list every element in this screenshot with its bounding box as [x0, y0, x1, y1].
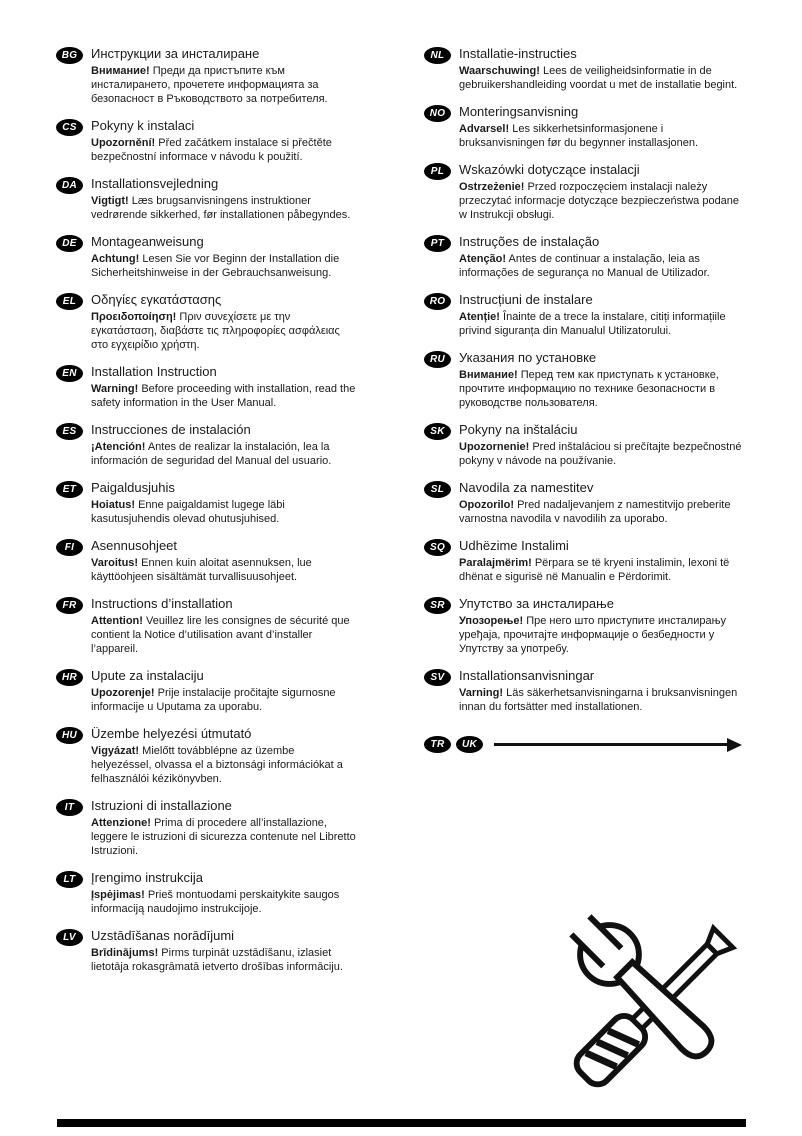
language-badge-nl: NL — [424, 47, 451, 64]
language-column-right — [424, 46, 742, 753]
warning-word-sq: Paralajmërim! — [459, 557, 532, 569]
entry-text-it — [91, 798, 356, 858]
language-badge-sv: SV — [424, 669, 451, 686]
language-entry-cs — [56, 118, 356, 164]
entry-title-fi: Asennusohjeet — [91, 538, 178, 553]
entry-text-es — [91, 422, 356, 468]
entry-title-el: Οδηγίες εγκατάστασης — [91, 292, 222, 307]
entry-body-pt — [459, 252, 742, 280]
language-badge-fi: FI — [56, 539, 83, 556]
entry-body-ru — [459, 368, 742, 410]
entry-title-sq: Udhëzime Instalimi — [459, 538, 569, 553]
language-badge-tr: TR — [424, 736, 451, 753]
language-entry-ro — [424, 292, 742, 338]
entry-text-ru — [459, 350, 742, 410]
warning-text-pl: Przed rozpoczęciem instalacji należy przeczytać informacje dotyczące bezpieczeństwa podane w Instrukcji obsługi. — [459, 181, 740, 221]
entry-body-bg — [91, 64, 356, 106]
warning-word-fi: Varoitus! — [91, 557, 139, 569]
language-badge-el: EL — [56, 293, 83, 310]
warning-word-bg: Внимание! — [91, 65, 150, 77]
warning-text-sv: Läs säkerhetsanvisningarna i bruksanvisningen innan du fortsätter med installationen. — [459, 687, 738, 713]
language-entry-es — [56, 422, 356, 468]
warning-word-es: ¡Atención! — [91, 441, 146, 453]
language-badge-da: DA — [56, 177, 83, 194]
entry-body-no — [459, 122, 742, 150]
entry-title-lv: Uzstādīšanas norādījumi — [91, 928, 235, 943]
warning-word-nl: Waarschuwing! — [459, 65, 540, 77]
entry-title-bg: Инструкции за инсталиране — [91, 46, 260, 61]
warning-word-et: Hoiatus! — [91, 499, 135, 511]
warning-text-et: Enne paigaldamist lugege läbi kasutusjuhendis olevad ohutusjuhised. — [91, 499, 285, 525]
warning-word-cs: Upozornění! — [91, 137, 156, 149]
language-badge-no: NO — [424, 105, 451, 122]
warning-text-ru: Перед тем как приступать к установке, прочтите информацию по технике безопасности в руководстве пользователя. — [459, 369, 719, 409]
language-badge-pt: PT — [424, 235, 451, 252]
entry-title-cs: Pokyny k instalaci — [91, 118, 195, 133]
warning-text-de: Lesen Sie vor Beginn der Installation die Sicherheitshinweise in der Gebrauchsanweisung. — [91, 253, 340, 279]
warning-text-it: Prima di procedere all’installazione, leggere le istruzioni di sicurezza contenute nel Libretto Istruzioni. — [91, 817, 356, 857]
entry-body-sk — [459, 440, 742, 468]
arrow-line — [494, 743, 727, 746]
warning-text-nl: Lees de veiligheidsinformatie in de gebruikershandleiding voordat u met de installatie begint. — [459, 65, 738, 91]
language-entry-pl — [424, 162, 742, 222]
language-entry-hr — [56, 668, 356, 714]
language-badge-bg: BG — [56, 47, 83, 64]
language-badge-hu: HU — [56, 727, 83, 744]
entry-body-hr — [91, 686, 356, 714]
language-entry-nl — [424, 46, 742, 92]
warning-text-cs: Před začátkem instalace si přečtěte bezpečnostní informace v návodu k použití. — [91, 137, 332, 163]
language-badge-it: IT — [56, 799, 83, 816]
warning-word-da: Vigtigt! — [91, 195, 129, 207]
warning-word-hu: Vigyázat! — [91, 745, 140, 757]
entry-body-hu — [91, 744, 356, 786]
entry-body-cs — [91, 136, 356, 164]
warning-text-hu: Mielőtt továbblépne az üzembe helyezéssel, olvassa el a biztonsági információkat a felhasználói kézikönyvben. — [91, 745, 343, 785]
warning-text-pt: Antes de continuar a instalação, leia as informações de segurança no Manual de Utilizador. — [459, 253, 710, 279]
language-entry-bg — [56, 46, 356, 106]
warning-word-en: Warning! — [91, 383, 139, 395]
warning-word-sv: Varning! — [459, 687, 504, 699]
language-entry-sv — [424, 668, 742, 714]
warning-word-fr: Attention! — [91, 615, 143, 627]
entry-text-fr — [91, 596, 356, 656]
language-entry-no — [424, 104, 742, 150]
entry-title-hu: Üzembe helyezési útmutató — [91, 726, 252, 741]
arrow-head — [727, 738, 742, 752]
warning-word-sr: Упозорење! — [459, 615, 524, 627]
entry-text-fi — [91, 538, 356, 584]
warning-text-ro: Înainte de a trece la instalare, citiți informațiile privind siguranța din Manualul Utilizatorului. — [459, 311, 726, 337]
language-badge-de: DE — [56, 235, 83, 252]
warning-word-pl: Ostrzeżenie! — [459, 181, 525, 193]
language-badge-sq: SQ — [424, 539, 451, 556]
entry-text-sr — [459, 596, 742, 656]
footer-bar — [57, 1119, 746, 1127]
entry-title-sl: Navodila za namestitev — [459, 480, 594, 495]
warning-text-bg: Преди да пристъпите към инсталирането, прочетете информацията за безопасност в Ръководството за потребителя. — [91, 65, 328, 105]
entry-title-et: Paigaldusjuhis — [91, 480, 175, 495]
language-badge-sk: SK — [424, 423, 451, 440]
language-badge-en: EN — [56, 365, 83, 382]
language-entry-de — [56, 234, 356, 280]
entry-text-da — [91, 176, 356, 222]
entry-text-bg — [91, 46, 356, 106]
language-badge-ru: RU — [424, 351, 451, 368]
entry-text-sv — [459, 668, 742, 714]
entry-title-ru: Указания по установке — [459, 350, 597, 365]
warning-word-el: Προειδοποίηση! — [91, 311, 177, 323]
right-arrow-icon — [494, 738, 742, 752]
entry-body-lv — [91, 946, 356, 974]
entry-text-hr — [91, 668, 356, 714]
entry-title-sk: Pokyny na inštaláciu — [459, 422, 578, 437]
warning-text-sq: Përpara se të kryeni instalimin, lexoni të dhënat e sigurisë në Manualin e Përdorimit. — [459, 557, 730, 583]
language-entry-fi — [56, 538, 356, 584]
entry-title-pl: Wskazówki dotyczące instalacji — [459, 162, 640, 177]
entry-body-nl — [459, 64, 742, 92]
entry-body-fi — [91, 556, 356, 584]
entry-text-el — [91, 292, 356, 352]
entry-body-ro — [459, 310, 742, 338]
entry-text-de — [91, 234, 356, 280]
entry-text-pl — [459, 162, 742, 222]
warning-text-sl: Pred nadaljevanjem z namestitvijo preberite varnostna navodila v navodilih za uporabo. — [459, 499, 731, 525]
warning-text-no: Les sikkerhetsinformasjonene i bruksanvisningen før du begynner installasjonen. — [459, 123, 699, 149]
entry-text-pt — [459, 234, 742, 280]
language-badge-uk: UK — [456, 736, 483, 753]
entry-body-el — [91, 310, 356, 352]
entry-title-nl: Installatie-instructies — [459, 46, 577, 61]
language-entry-pt — [424, 234, 742, 280]
language-badge-lv: LV — [56, 929, 83, 946]
language-entry-en — [56, 364, 356, 410]
warning-word-lt: Įspėjimas! — [91, 889, 145, 901]
entry-text-sq — [459, 538, 742, 584]
language-entry-lv — [56, 928, 356, 974]
warning-word-lv: Brīdinājums! — [91, 947, 159, 959]
entry-body-lt — [91, 888, 356, 916]
entry-body-sq — [459, 556, 742, 584]
entry-title-no: Monteringsanvisning — [459, 104, 579, 119]
warning-text-lv: Pirms turpināt uzstādīšanu, izlasiet lietotāja rokasgrāmatā ietverto drošības informāciju. — [91, 947, 343, 973]
language-entry-ru — [424, 350, 742, 410]
warning-word-de: Achtung! — [91, 253, 140, 265]
entry-title-sr: Упутство за инсталирање — [459, 596, 614, 611]
warning-word-sl: Opozorilo! — [459, 499, 514, 511]
language-entry-da — [56, 176, 356, 222]
entry-title-en: Installation Instruction — [91, 364, 217, 379]
entry-text-lv — [91, 928, 356, 974]
entry-text-lt — [91, 870, 356, 916]
warning-text-fr: Veuillez lire les consignes de sécurité que contient la Notice d’utilisation avant d’installer l’appareil. — [91, 615, 350, 655]
warning-word-it: Attenzione! — [91, 817, 151, 829]
language-entries-right — [424, 46, 742, 714]
warning-text-da: Læs brugsanvisningens instruktioner vedrørende sikkerhed, før installationen påbegyndes. — [91, 195, 351, 221]
entry-title-it: Istruzioni di installazione — [91, 798, 232, 813]
entry-text-hu — [91, 726, 356, 786]
language-entry-el — [56, 292, 356, 352]
more-languages-row — [424, 736, 742, 753]
entry-body-sv — [459, 686, 742, 714]
entry-text-en — [91, 364, 356, 410]
warning-word-ru: Внимание! — [459, 369, 518, 381]
language-entry-hu — [56, 726, 356, 786]
warning-text-hr: Prije instalacije pročitajte sigurnosne informacije u Uputama za uporabu. — [91, 687, 336, 713]
language-badge-sr: SR — [424, 597, 451, 614]
warning-text-el: Πριν συνεχίσετε με την εγκατάσταση, διαβάστε τις πληροφορίες ασφάλειας στο εγχειρίδιο χρήστη. — [91, 311, 340, 351]
entry-body-es — [91, 440, 356, 468]
warning-word-pt: Atenção! — [459, 253, 507, 265]
entry-text-sk — [459, 422, 742, 468]
entry-body-pl — [459, 180, 742, 222]
entry-text-no — [459, 104, 742, 150]
language-entry-sl — [424, 480, 742, 526]
language-badge-pl: PL — [424, 163, 451, 180]
language-badge-cs: CS — [56, 119, 83, 136]
entry-title-sv: Installationsanvisningar — [459, 668, 595, 683]
entry-title-ro: Instrucțiuni de instalare — [459, 292, 593, 307]
warning-text-es: Antes de realizar la instalación, lea la información de seguridad del Manual del usuario. — [91, 441, 332, 467]
entry-body-sr — [459, 614, 742, 656]
warning-text-en: Before proceeding with installation, read the safety information in the User Manual. — [91, 383, 356, 409]
wrench-screwdriver-icon — [560, 896, 756, 1110]
language-entry-fr — [56, 596, 356, 656]
language-column-left — [56, 46, 356, 986]
warning-text-fi: Ennen kuin aloitat asennuksen, lue käyttöohjeen sisältämät turvallisuusohjeet. — [91, 557, 312, 583]
entry-title-hr: Upute za instalaciju — [91, 668, 204, 683]
entry-body-de — [91, 252, 356, 280]
language-entry-sr — [424, 596, 742, 656]
warning-word-sk: Upozornenie! — [459, 441, 530, 453]
warning-text-sk: Pred inštaláciou si prečítajte bezpečnostné pokyny v návode na používanie. — [459, 441, 742, 467]
warning-word-hr: Upozorenje! — [91, 687, 155, 699]
entry-text-cs — [91, 118, 356, 164]
language-badge-hr: HR — [56, 669, 83, 686]
warning-text-sr: Пре него што приступите инсталирању уређаја, прочитајте информације о безбедности у Упутству за употребу. — [459, 615, 727, 655]
entry-title-da: Installationsvejledning — [91, 176, 219, 191]
entry-text-et — [91, 480, 356, 526]
language-badge-lt: LT — [56, 871, 83, 888]
language-entry-sq — [424, 538, 742, 584]
warning-word-ro: Atenție! — [459, 311, 500, 323]
entry-body-it — [91, 816, 356, 858]
entry-body-da — [91, 194, 356, 222]
language-badge-et: ET — [56, 481, 83, 498]
entry-text-ro — [459, 292, 742, 338]
entry-text-nl — [459, 46, 742, 92]
language-badge-sl: SL — [424, 481, 451, 498]
entry-title-de: Montageanweisung — [91, 234, 204, 249]
entry-body-en — [91, 382, 356, 410]
language-entry-sk — [424, 422, 742, 468]
entry-body-et — [91, 498, 356, 526]
warning-text-lt: Prieš montuodami perskaitykite saugos informaciją naudojimo instrukcijoje. — [91, 889, 340, 915]
language-entry-et — [56, 480, 356, 526]
language-entry-lt — [56, 870, 356, 916]
language-entry-it — [56, 798, 356, 858]
entry-title-fr: Instructions d’installation — [91, 596, 233, 611]
entry-body-sl — [459, 498, 742, 526]
warning-word-no: Advarsel! — [459, 123, 510, 135]
entry-title-es: Instrucciones de instalación — [91, 422, 251, 437]
entry-body-fr — [91, 614, 356, 656]
language-badge-es: ES — [56, 423, 83, 440]
entry-text-sl — [459, 480, 742, 526]
language-badge-ro: RO — [424, 293, 451, 310]
entry-title-pt: Instruções de instalação — [459, 234, 600, 249]
entry-title-lt: Įrengimo instrukcija — [91, 870, 203, 885]
language-badge-fr: FR — [56, 597, 83, 614]
